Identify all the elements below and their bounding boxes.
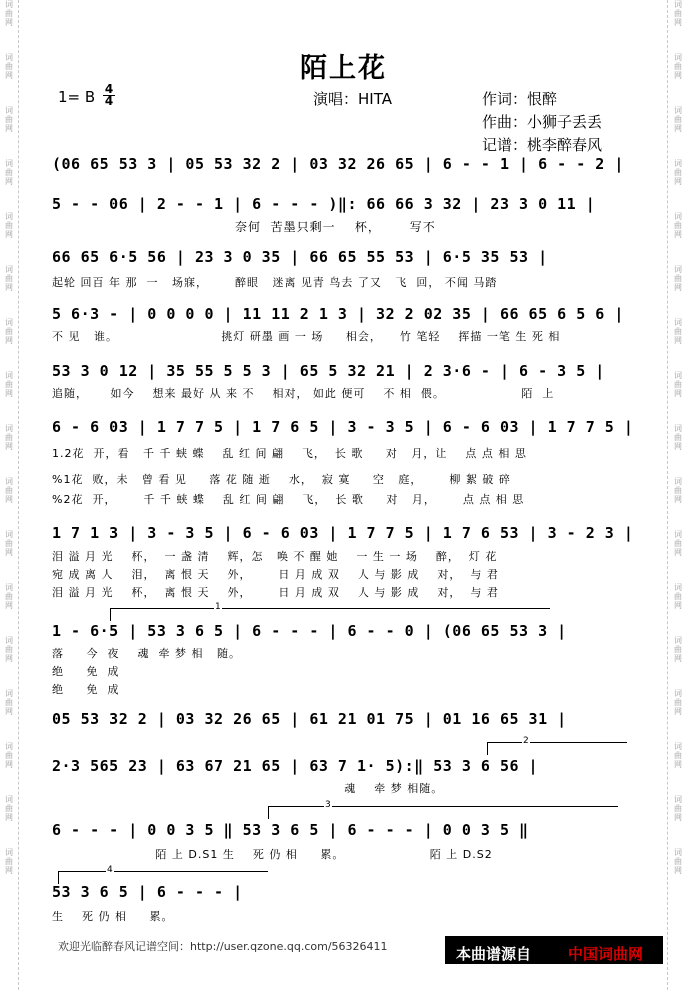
composer-credit: 作曲：小狮子丢丢 — [482, 113, 603, 131]
key-signature: 1= B — [58, 88, 96, 106]
watermark-char: 曲 — [674, 221, 682, 230]
lyric-line-7-verse-3: 泪 溢 月 光 杯， 离 恨 天 外， 日 月 成 双 人 与 影 成 对， 与 君 — [52, 586, 499, 599]
volta-number-2: 2 — [523, 736, 529, 746]
watermark-char: 网 — [5, 760, 13, 769]
watermark-char: 网 — [674, 442, 682, 451]
watermark-char: 曲 — [5, 645, 13, 654]
footer-url-text: 欢迎光临醉春风记谱空间：http://user.qzone.qq.com/56326411 — [58, 940, 388, 953]
watermark-char: 曲 — [5, 115, 13, 124]
watermark-char: 词 — [674, 530, 682, 539]
watermark-char: 网 — [5, 283, 13, 292]
time-signature — [103, 84, 115, 107]
watermark-char: 曲 — [674, 433, 682, 442]
watermark-char: 曲 — [5, 486, 13, 495]
watermark-char: 曲 — [5, 62, 13, 71]
lyric-line-2: 奈何 苦墨只剩一 杯， 写不 — [52, 220, 436, 234]
score-line-11: 6 - - - | 0 0 3 5 ‖ 53 3 6 5 | 6 - - - | 0 0 3 5 ‖ — [52, 821, 529, 839]
lyric-line-3: 起轮 回百 年 那 一 场寐， 醉眼 迷离 见青 鸟去 了又 飞 回， 不闻 马踏 — [52, 276, 498, 289]
watermark-char: 词 — [674, 53, 682, 62]
volta-number-3: 3 — [325, 800, 331, 810]
time-signature-top: 4 — [104, 82, 114, 96]
score-line-4: 5 6·3 - | 0 0 0 0 | 11 11 2 1 3 | 32 2 02 35 | 66 65 6 5 6 | — [52, 305, 624, 323]
watermark-char: 曲 — [674, 380, 682, 389]
watermark-char: 词 — [5, 424, 13, 433]
watermark-char: 曲 — [674, 539, 682, 548]
lyric-line-7-verse-2: 宛 成 离 人 泪， 离 恨 天 外， 日 月 成 双 人 与 影 成 对， 与 君 — [52, 568, 499, 581]
watermark-char: 网 — [674, 601, 682, 610]
watermark-char: 词 — [5, 106, 13, 115]
watermark-char: 网 — [674, 654, 682, 663]
volta-bracket-2 — [487, 742, 627, 743]
watermark-char: 曲 — [5, 168, 13, 177]
watermark-char: 网 — [5, 495, 13, 504]
watermark-char: 网 — [5, 124, 13, 133]
watermark-char: 曲 — [5, 221, 13, 230]
lyric-line-5: 追随， 如今 想来 最好 从 来 不 相对， 如此 便可 不 相 偎。 陌 上 — [52, 387, 555, 400]
left-margin-line — [18, 0, 19, 990]
watermark-char: 词 — [674, 318, 682, 327]
score-line-7: 1 7 1 3 | 3 - 3 5 | 6 - 6 03 | 1 7 7 5 | 1 7 6 53 | 3 - 2 3 | — [52, 524, 634, 542]
watermark-char: 词 — [674, 159, 682, 168]
watermark-char: 曲 — [5, 274, 13, 283]
watermark-char: 网 — [5, 336, 13, 345]
watermark-char: 网 — [674, 813, 682, 822]
song-title: 陌上花 — [300, 53, 387, 84]
watermark-char: 词 — [5, 318, 13, 327]
watermark-char: 词 — [5, 371, 13, 380]
volta-number-4: 4 — [107, 865, 113, 875]
lyric-line-6-verse-1: 1.2花 开，看 千 千 蛱 蝶 乱 红 间 翩 飞， 长 歌 对 月，让 点 点 相 思 — [52, 447, 527, 460]
watermark-char: 词 — [5, 159, 13, 168]
watermark-char: 曲 — [5, 751, 13, 760]
watermark-char: 曲 — [674, 62, 682, 71]
score-line-8: 1 - 6·5 | 53 3 6 5 | 6 - - - | 6 - - 0 | (06 65 53 3 | — [52, 622, 567, 640]
lyric-line-7-verse-1: 泪 溢 月 光 杯， 一 盏 清 辉，怎 唤 不 醒 她 一 生 一 场 醉， 灯 花 — [52, 550, 498, 563]
watermark-char: 网 — [674, 124, 682, 133]
watermark-char: 网 — [5, 389, 13, 398]
watermark-char: 曲 — [674, 115, 682, 124]
watermark-char: 词 — [5, 212, 13, 221]
watermark-char: 曲 — [674, 698, 682, 707]
watermark-char: 曲 — [674, 168, 682, 177]
watermark-char: 曲 — [674, 274, 682, 283]
watermark-char: 曲 — [674, 486, 682, 495]
watermark-char: 词 — [674, 265, 682, 274]
lyric-line-11: 陌 上 D.S1 生 死 仍 相 累。 陌 上 D.S2 — [52, 848, 493, 861]
lyric-line-4: 不 见 谁。 挑灯 研墨 画 一 场 相会， 竹 笔轻 挥描 一笔 生 死 相 — [52, 330, 561, 343]
transcriber-credit: 记谱：桃李醉春风 — [482, 136, 603, 154]
watermark-char: 词 — [674, 742, 682, 751]
score-line-9: 05 53 32 2 | 03 32 26 65 | 61 21 01 75 | 01 16 65 31 | — [52, 710, 567, 728]
watermark-char: 曲 — [674, 9, 682, 18]
volta-bracket-3 — [268, 806, 618, 807]
watermark-char: 曲 — [5, 698, 13, 707]
watermark-char: 网 — [5, 18, 13, 27]
watermark-char: 网 — [674, 707, 682, 716]
watermark-char: 网 — [674, 336, 682, 345]
watermark-char: 词 — [674, 689, 682, 698]
watermark-char: 词 — [5, 636, 13, 645]
watermark-char: 曲 — [674, 751, 682, 760]
watermark-char: 词 — [5, 53, 13, 62]
watermark-char: 词 — [5, 795, 13, 804]
lyric-line-12: 生 死 仍 相 累。 — [52, 910, 174, 923]
watermark-char: 网 — [674, 548, 682, 557]
watermark-char: 词 — [5, 742, 13, 751]
watermark-char: 词 — [5, 477, 13, 486]
watermark-char: 词 — [5, 848, 13, 857]
score-line-12: 53 3 6 5 | 6 - - - | — [52, 883, 243, 901]
watermark-char: 词 — [674, 371, 682, 380]
watermark-char: 词 — [674, 106, 682, 115]
watermark-char: 网 — [5, 601, 13, 610]
watermark-char: 曲 — [674, 645, 682, 654]
score-line-5: 53 3 0 12 | 35 55 5 5 3 | 65 5 32 21 | 2 3·6 - | 6 - 3 5 | — [52, 362, 605, 380]
score-line-3: 66 65 6·5 56 | 23 3 0 35 | 66 65 55 53 | 6·5 35 53 | — [52, 248, 548, 266]
watermark-char: 网 — [5, 707, 13, 716]
watermark-char: 词 — [674, 795, 682, 804]
lyric-line-6-verse-2: %1花 败，未 曾 看 见 落 花 随 逝 水， 寂 寞 空 庭， 柳 絮 破 碎 — [52, 473, 511, 486]
watermark-char: 网 — [674, 760, 682, 769]
lyric-line-8-verse-3: 绝 免 成 — [52, 683, 120, 696]
singer-credit: 演唱：HITA — [313, 90, 392, 108]
watermark-char: 词 — [5, 530, 13, 539]
watermark-char: 词 — [5, 689, 13, 698]
watermark-char: 网 — [5, 866, 13, 875]
score-line-2: 5 - - 06 | 2 - - 1 | 6 - - - )‖: 66 66 3 32 | 23 3 0 11 | — [52, 195, 596, 213]
watermark-char: 词 — [5, 0, 13, 9]
watermark-char: 网 — [674, 18, 682, 27]
watermark-char: 曲 — [674, 592, 682, 601]
watermark-char: 词 — [674, 477, 682, 486]
watermark-char: 曲 — [5, 433, 13, 442]
watermark-char: 曲 — [5, 327, 13, 336]
watermark-char: 曲 — [5, 380, 13, 389]
watermark-char: 曲 — [5, 804, 13, 813]
time-signature-bottom: 4 — [104, 94, 114, 108]
lyric-line-8-verse-2: 绝 免 成 — [52, 665, 120, 678]
lyric-line-8-verse-1: 落 今 夜 魂 牵 梦 相 随。 — [52, 647, 241, 660]
watermark-char: 曲 — [674, 804, 682, 813]
volta-number-1: 1 — [215, 602, 221, 612]
watermark-char: 曲 — [5, 539, 13, 548]
watermark-char: 网 — [5, 71, 13, 80]
volta-bracket-4 — [58, 871, 268, 872]
watermark-char: 网 — [674, 389, 682, 398]
watermark-char: 网 — [674, 71, 682, 80]
score-line-6: 6 - 6 03 | 1 7 7 5 | 1 7 6 5 | 3 - 3 5 | 6 - 6 03 | 1 7 7 5 | — [52, 418, 634, 436]
watermark-char: 网 — [674, 177, 682, 186]
source-site[interactable]: 中国词曲网 — [568, 945, 644, 963]
watermark-char: 词 — [674, 636, 682, 645]
watermark-char: 曲 — [5, 9, 13, 18]
watermark-char: 网 — [5, 813, 13, 822]
lyric-line-6-verse-3: %2花 开， 千 千 蛱 蝶 乱 红 间 翩 飞， 长 歌 对 月， 点 点 相 思 — [52, 493, 525, 506]
watermark-char: 词 — [674, 212, 682, 221]
watermark-char: 词 — [5, 583, 13, 592]
watermark-char: 网 — [5, 654, 13, 663]
watermark-char: 网 — [5, 177, 13, 186]
watermark-char: 曲 — [674, 857, 682, 866]
watermark-char: 网 — [674, 495, 682, 504]
score-line-10: 2·3 565 23 | 63 67 21 65 | 63 7 1· 5):‖ 53 3 6 56 | — [52, 757, 539, 775]
watermark-char: 网 — [674, 283, 682, 292]
lyricist-credit: 作词：恨醉 — [482, 90, 558, 108]
watermark-char: 词 — [674, 583, 682, 592]
watermark-char: 曲 — [5, 857, 13, 866]
watermark-char: 网 — [674, 230, 682, 239]
left-watermark-column — [2, 0, 16, 990]
lyric-line-10: 魂 牵 梦 相随。 — [52, 782, 444, 795]
watermark-char: 词 — [674, 848, 682, 857]
watermark-char: 网 — [5, 230, 13, 239]
source-label: 本曲谱源自 — [456, 945, 532, 963]
watermark-char: 词 — [674, 424, 682, 433]
watermark-char: 曲 — [5, 592, 13, 601]
right-watermark-column — [671, 0, 685, 990]
watermark-char: 网 — [5, 442, 13, 451]
watermark-char: 网 — [674, 866, 682, 875]
watermark-char: 网 — [5, 548, 13, 557]
watermark-char: 词 — [674, 0, 682, 9]
watermark-char: 词 — [5, 265, 13, 274]
volta-bracket-1 — [110, 608, 550, 609]
watermark-char: 曲 — [674, 327, 682, 336]
right-margin-line — [667, 0, 668, 990]
score-line-1: (06 65 53 3 | 05 53 32 2 | 03 32 26 65 | 6 - - 1 | 6 - - 2 | — [52, 155, 624, 173]
